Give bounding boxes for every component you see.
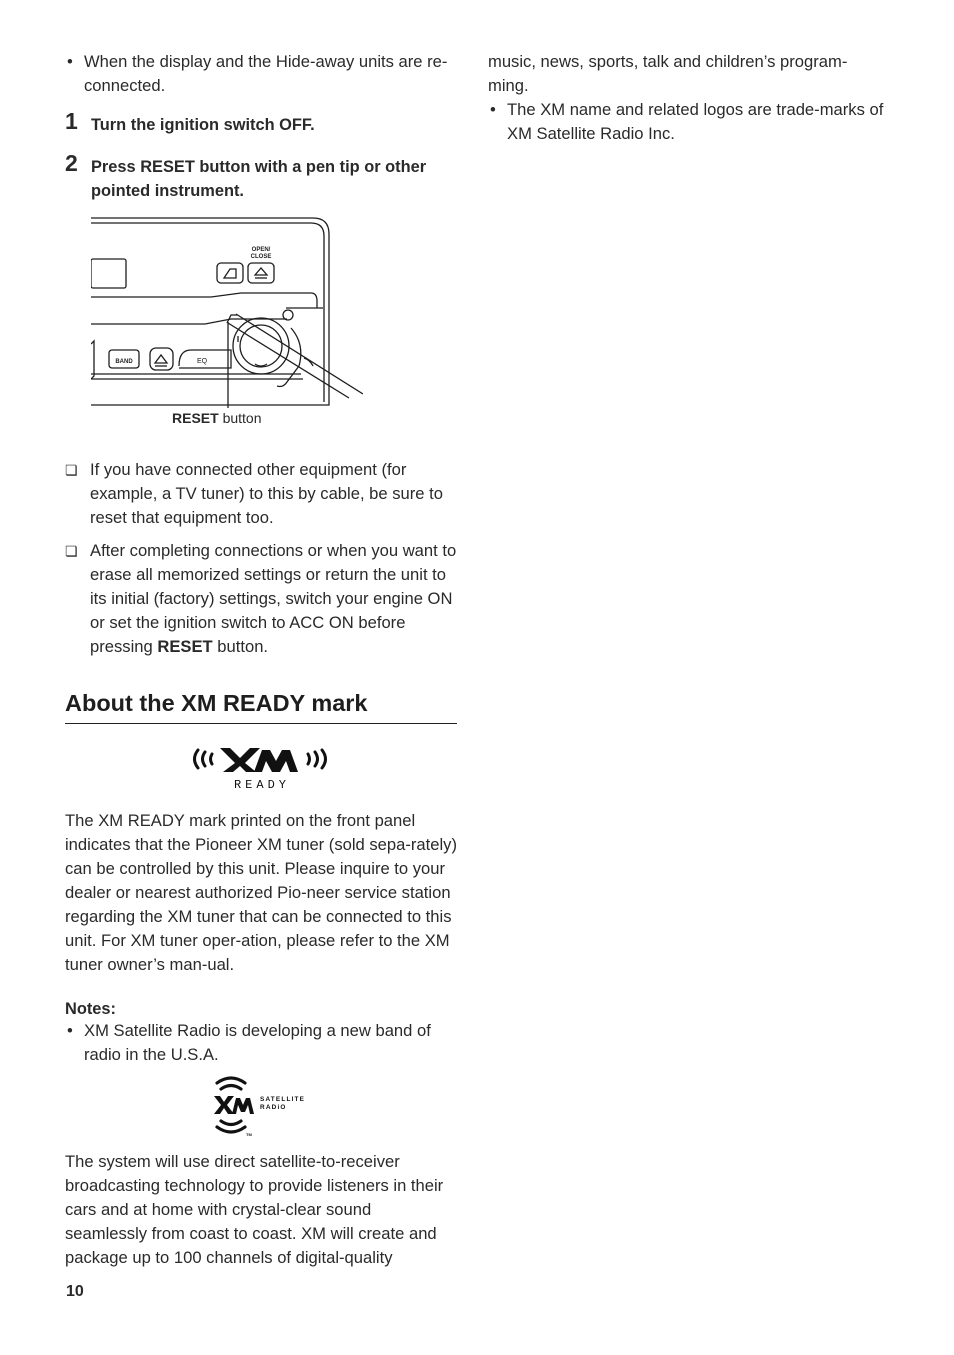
trademark-mark: TM bbox=[246, 1132, 252, 1137]
satellite-word: SATELLITE bbox=[260, 1096, 306, 1103]
check-item-2-text bbox=[90, 539, 457, 659]
check-item-2-before: After completing connections or when you want to erase all memorized settings or return the unit to its initial (factory) settings, switch your engine ON or set the ignition switch to ACC ON before pressing bbox=[90, 541, 457, 656]
xm-satellite-radio-logo bbox=[211, 1074, 311, 1138]
step-1-text: Turn the ignition switch OFF. bbox=[91, 116, 315, 134]
radio-word: RADiO bbox=[260, 1104, 287, 1111]
step-1-number: 1 bbox=[65, 108, 78, 134]
band-label: BAND bbox=[115, 359, 133, 365]
figure-caption-rest: button bbox=[218, 410, 262, 426]
reset-button-illustration bbox=[91, 216, 363, 436]
check-item-1 bbox=[65, 458, 457, 530]
figure-caption bbox=[172, 409, 262, 427]
xm-ready-logo bbox=[190, 744, 330, 794]
head-unit-drawing bbox=[91, 216, 363, 408]
checkbox-icon: ❏ bbox=[65, 543, 78, 559]
continuation-text: music, news, sports, talk and children’s program-ming. bbox=[488, 52, 848, 95]
notes-heading: Notes: bbox=[65, 1000, 116, 1018]
system-paragraph: The system will use direct satellite-to-receiver broadcasting technology to provide listeners in their cars and at home with crystal-clear sound seamlessly from coast to coast. XM will create and package up to 100 channels of digital-quality bbox=[65, 1152, 444, 1267]
section-heading-xm-ready: About the XM READY mark bbox=[65, 688, 457, 724]
note-1: • XM Satellite Radio is developing a new band of radio in the U.S.A. bbox=[65, 1019, 457, 1067]
step-2-text: Press RESET button with a pen tip or other pointed instrument. bbox=[91, 158, 427, 200]
open-close-label-1: OPEN/ bbox=[251, 247, 271, 253]
check-item-2-bold: RESET bbox=[157, 637, 213, 656]
step-2 bbox=[65, 150, 457, 203]
check-item-2-after: button. bbox=[212, 637, 269, 656]
xm-ready-paragraph: The XM READY mark printed on the front panel indicates that the Pioneer XM tuner (sold sepa-rately) can be controlled by this unit. Please inquire to your dealer or nearest authorized Pio-neer service station regarding the XM tuner that can be connected to this unit. For XM tuner oper-ation, please refer to the XM tuner owner’s man-ual. bbox=[65, 811, 457, 974]
eq-label: EQ bbox=[196, 358, 208, 365]
step-1 bbox=[65, 108, 457, 137]
open-close-label-2: CLOSE bbox=[250, 254, 272, 260]
step-2-number: 2 bbox=[65, 150, 78, 176]
check-item-1-text: If you have connected other equipment (for example, a TV tuner) to this by cable, be sure to reset that equipment too. bbox=[90, 460, 443, 527]
figure-caption-bold: RESET bbox=[172, 410, 219, 426]
page-number: 10 bbox=[66, 1283, 84, 1300]
right-column bbox=[488, 50, 884, 146]
check-item-2 bbox=[65, 539, 457, 659]
ready-word: READY bbox=[233, 778, 291, 792]
bullet-trademark: • The XM name and related logos are trade-marks of XM Satellite Radio Inc. bbox=[488, 98, 884, 146]
checkbox-icon: ❏ bbox=[65, 462, 78, 478]
left-column bbox=[65, 50, 457, 1270]
bullet-reconnect: • When the display and the Hide-away units are re-connected. bbox=[65, 50, 457, 98]
